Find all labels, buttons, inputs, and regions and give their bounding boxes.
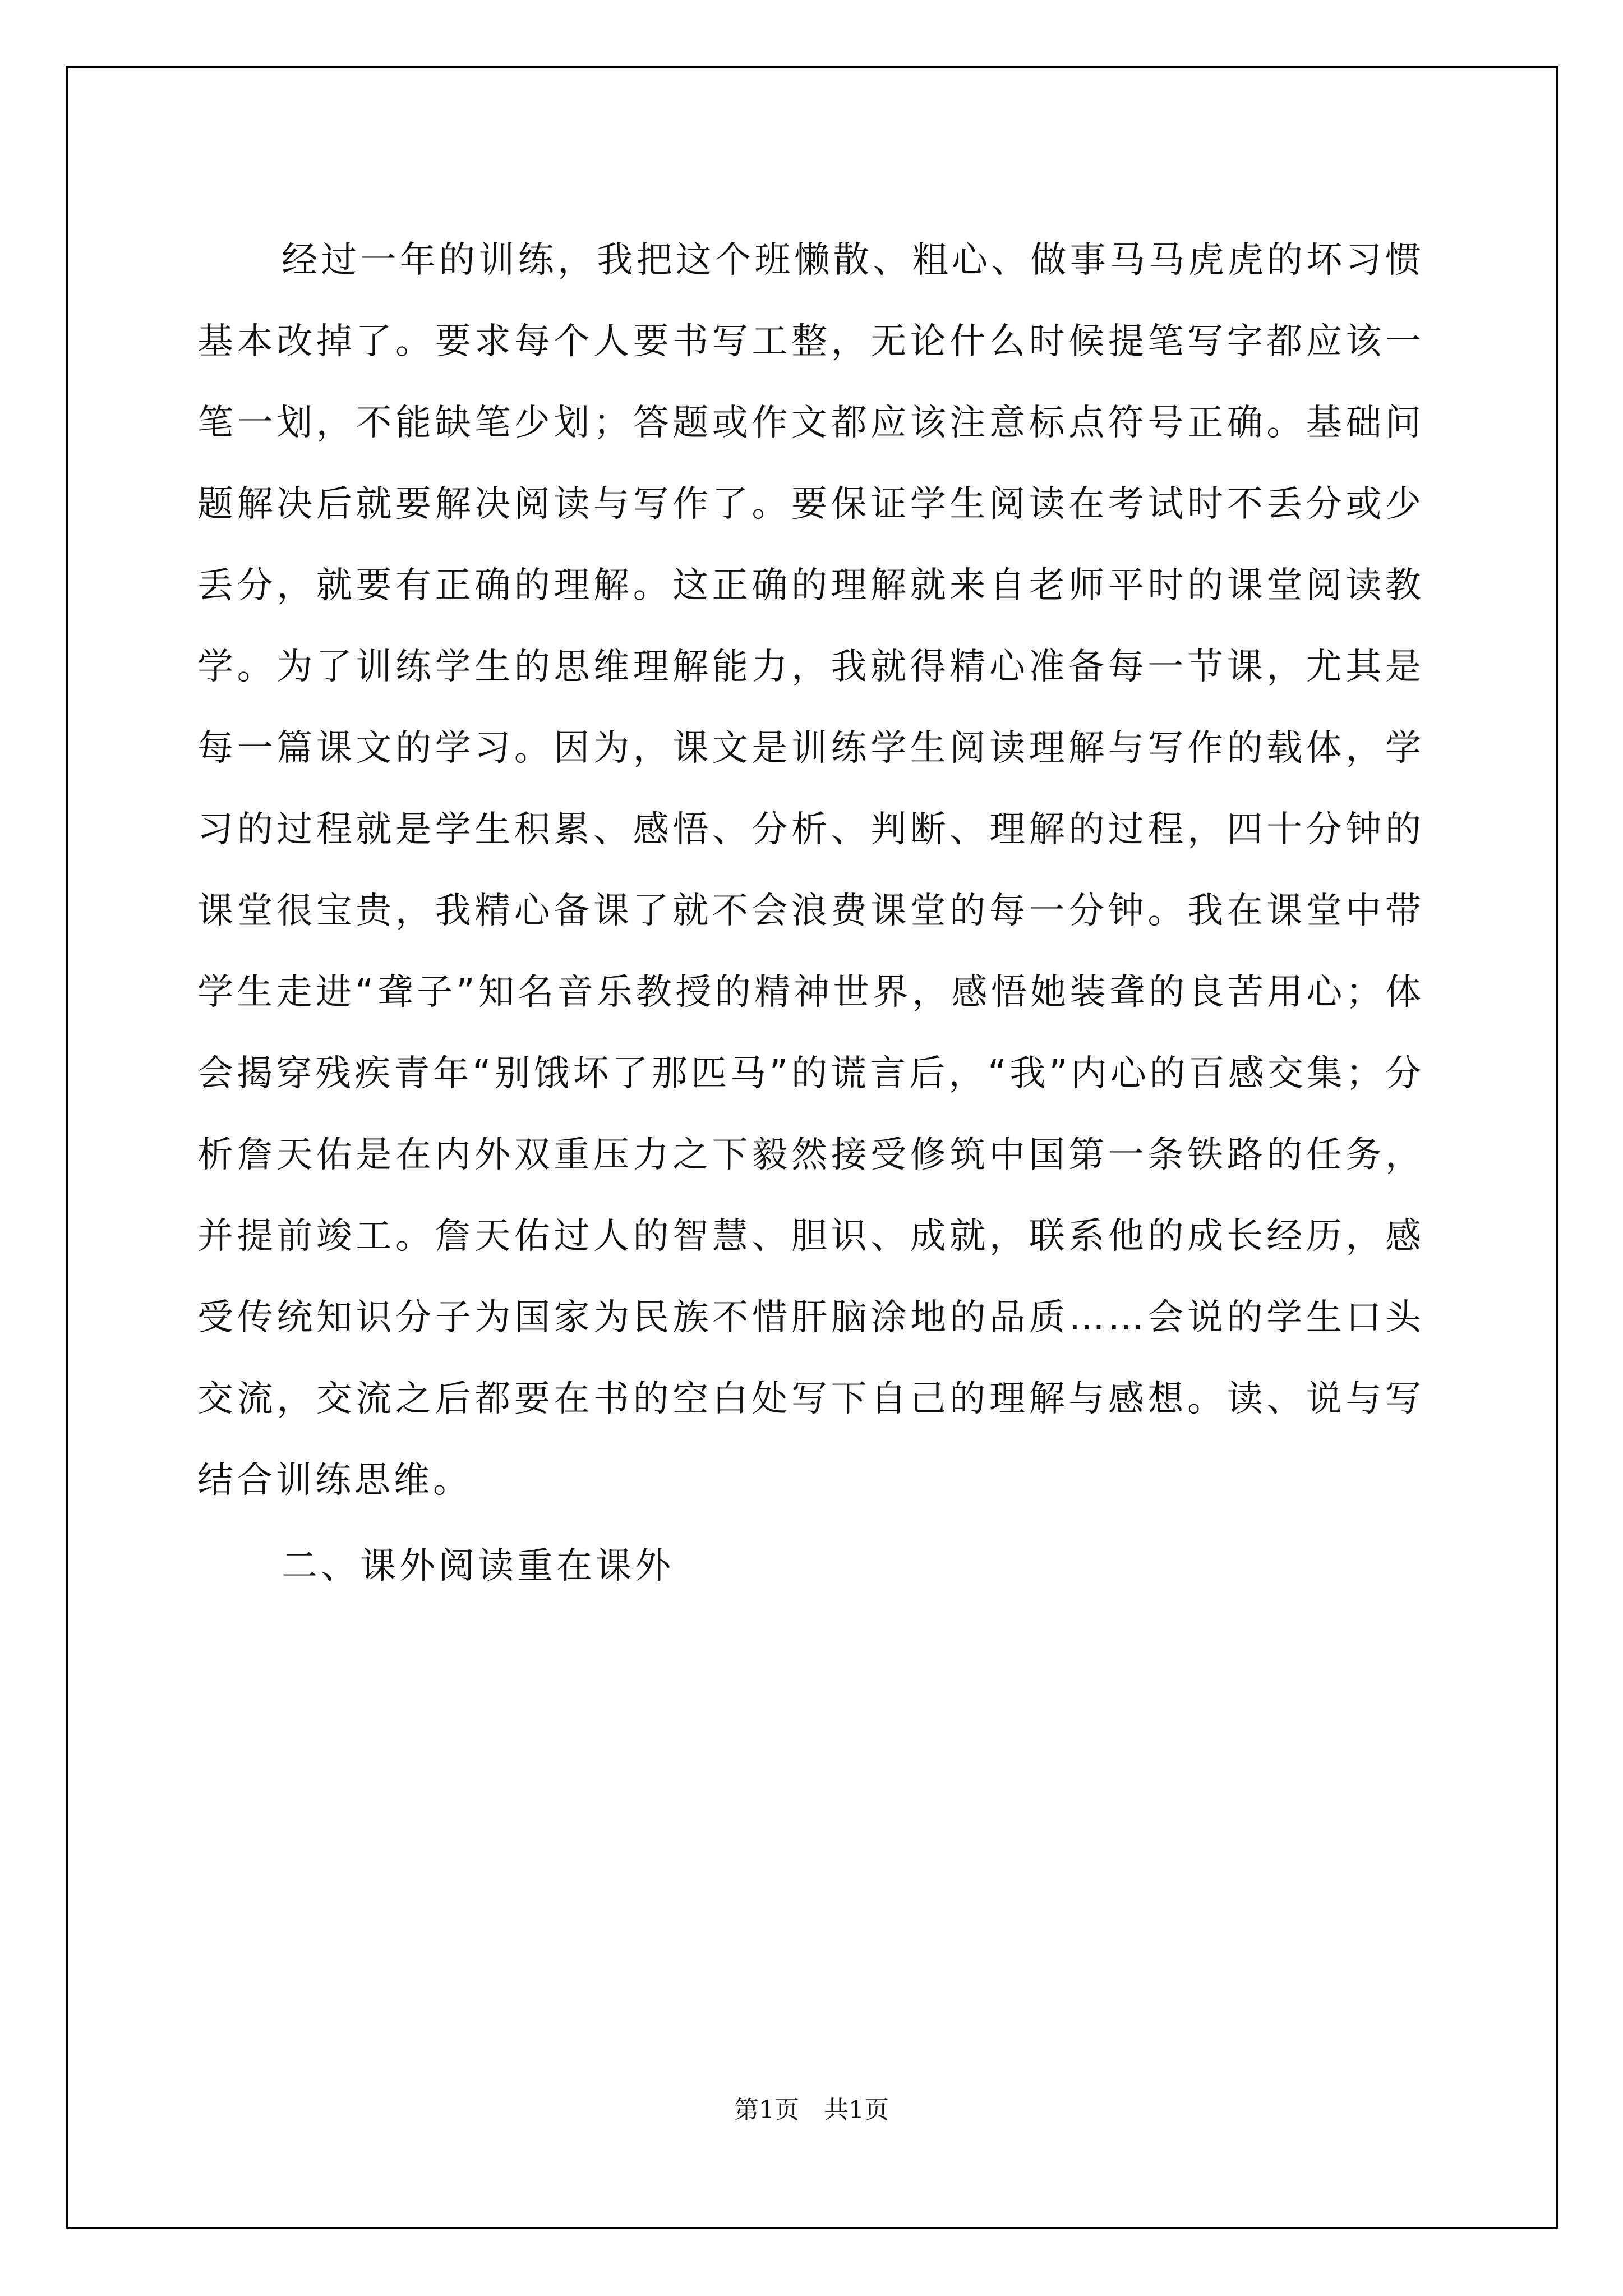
document-body — [197, 220, 1424, 1607]
page-footer: 第1页 共1页 — [734, 2096, 889, 2124]
body-paragraph: 经过一年的训练，我把这个班懒散、粗心、做事马马虎虎的坏习惯基本改掉了。要求每个人要书写工整，无论什么时候提笔写字都应该一笔一划，不能缺笔少划；答题或作文都应该注意标点符号正确。基础问题解决后就要解决阅读与写作了。要保证学生阅读在考试时不丢分或少丢分，就要有正确的理解。这正确的理解就来自老师平时的课堂阅读教学。为了训练学生的思维理解能力，我就得精心准备每一节课，尤其是每一篇课文的学习。因为，课文是训练学生阅读理解与写作的载体，学习的过程就是学生积累、感悟、分析、判断、理解的过程，四十分钟的课堂很宝贵，我精心备课了就不会浪费课堂的每一分钟。我在课堂中带学生走进“聋子”知名音乐教授的精神世界，感悟她装聋的良苦用心；体会揭穿残疾青年“别饿坏了那匹马”的谎言后，“我”内心的百感交集；分析詹天佑是在内外双重压力之下毅然接受修筑中国第一条铁路的任务，并提前竣工。詹天佑过人的智慧、胆识、成就，联系他的成长经历，感受传统知识分子为国家为民族不惜肝脑涂地的品质……会说的学生口头交流，交流之后都要在书的空白处写下自己的理解与感想。读、说与写结合训练思维。 — [197, 240, 1424, 1501]
section-heading: 二、课外阅读重在课外 — [282, 1545, 674, 1587]
